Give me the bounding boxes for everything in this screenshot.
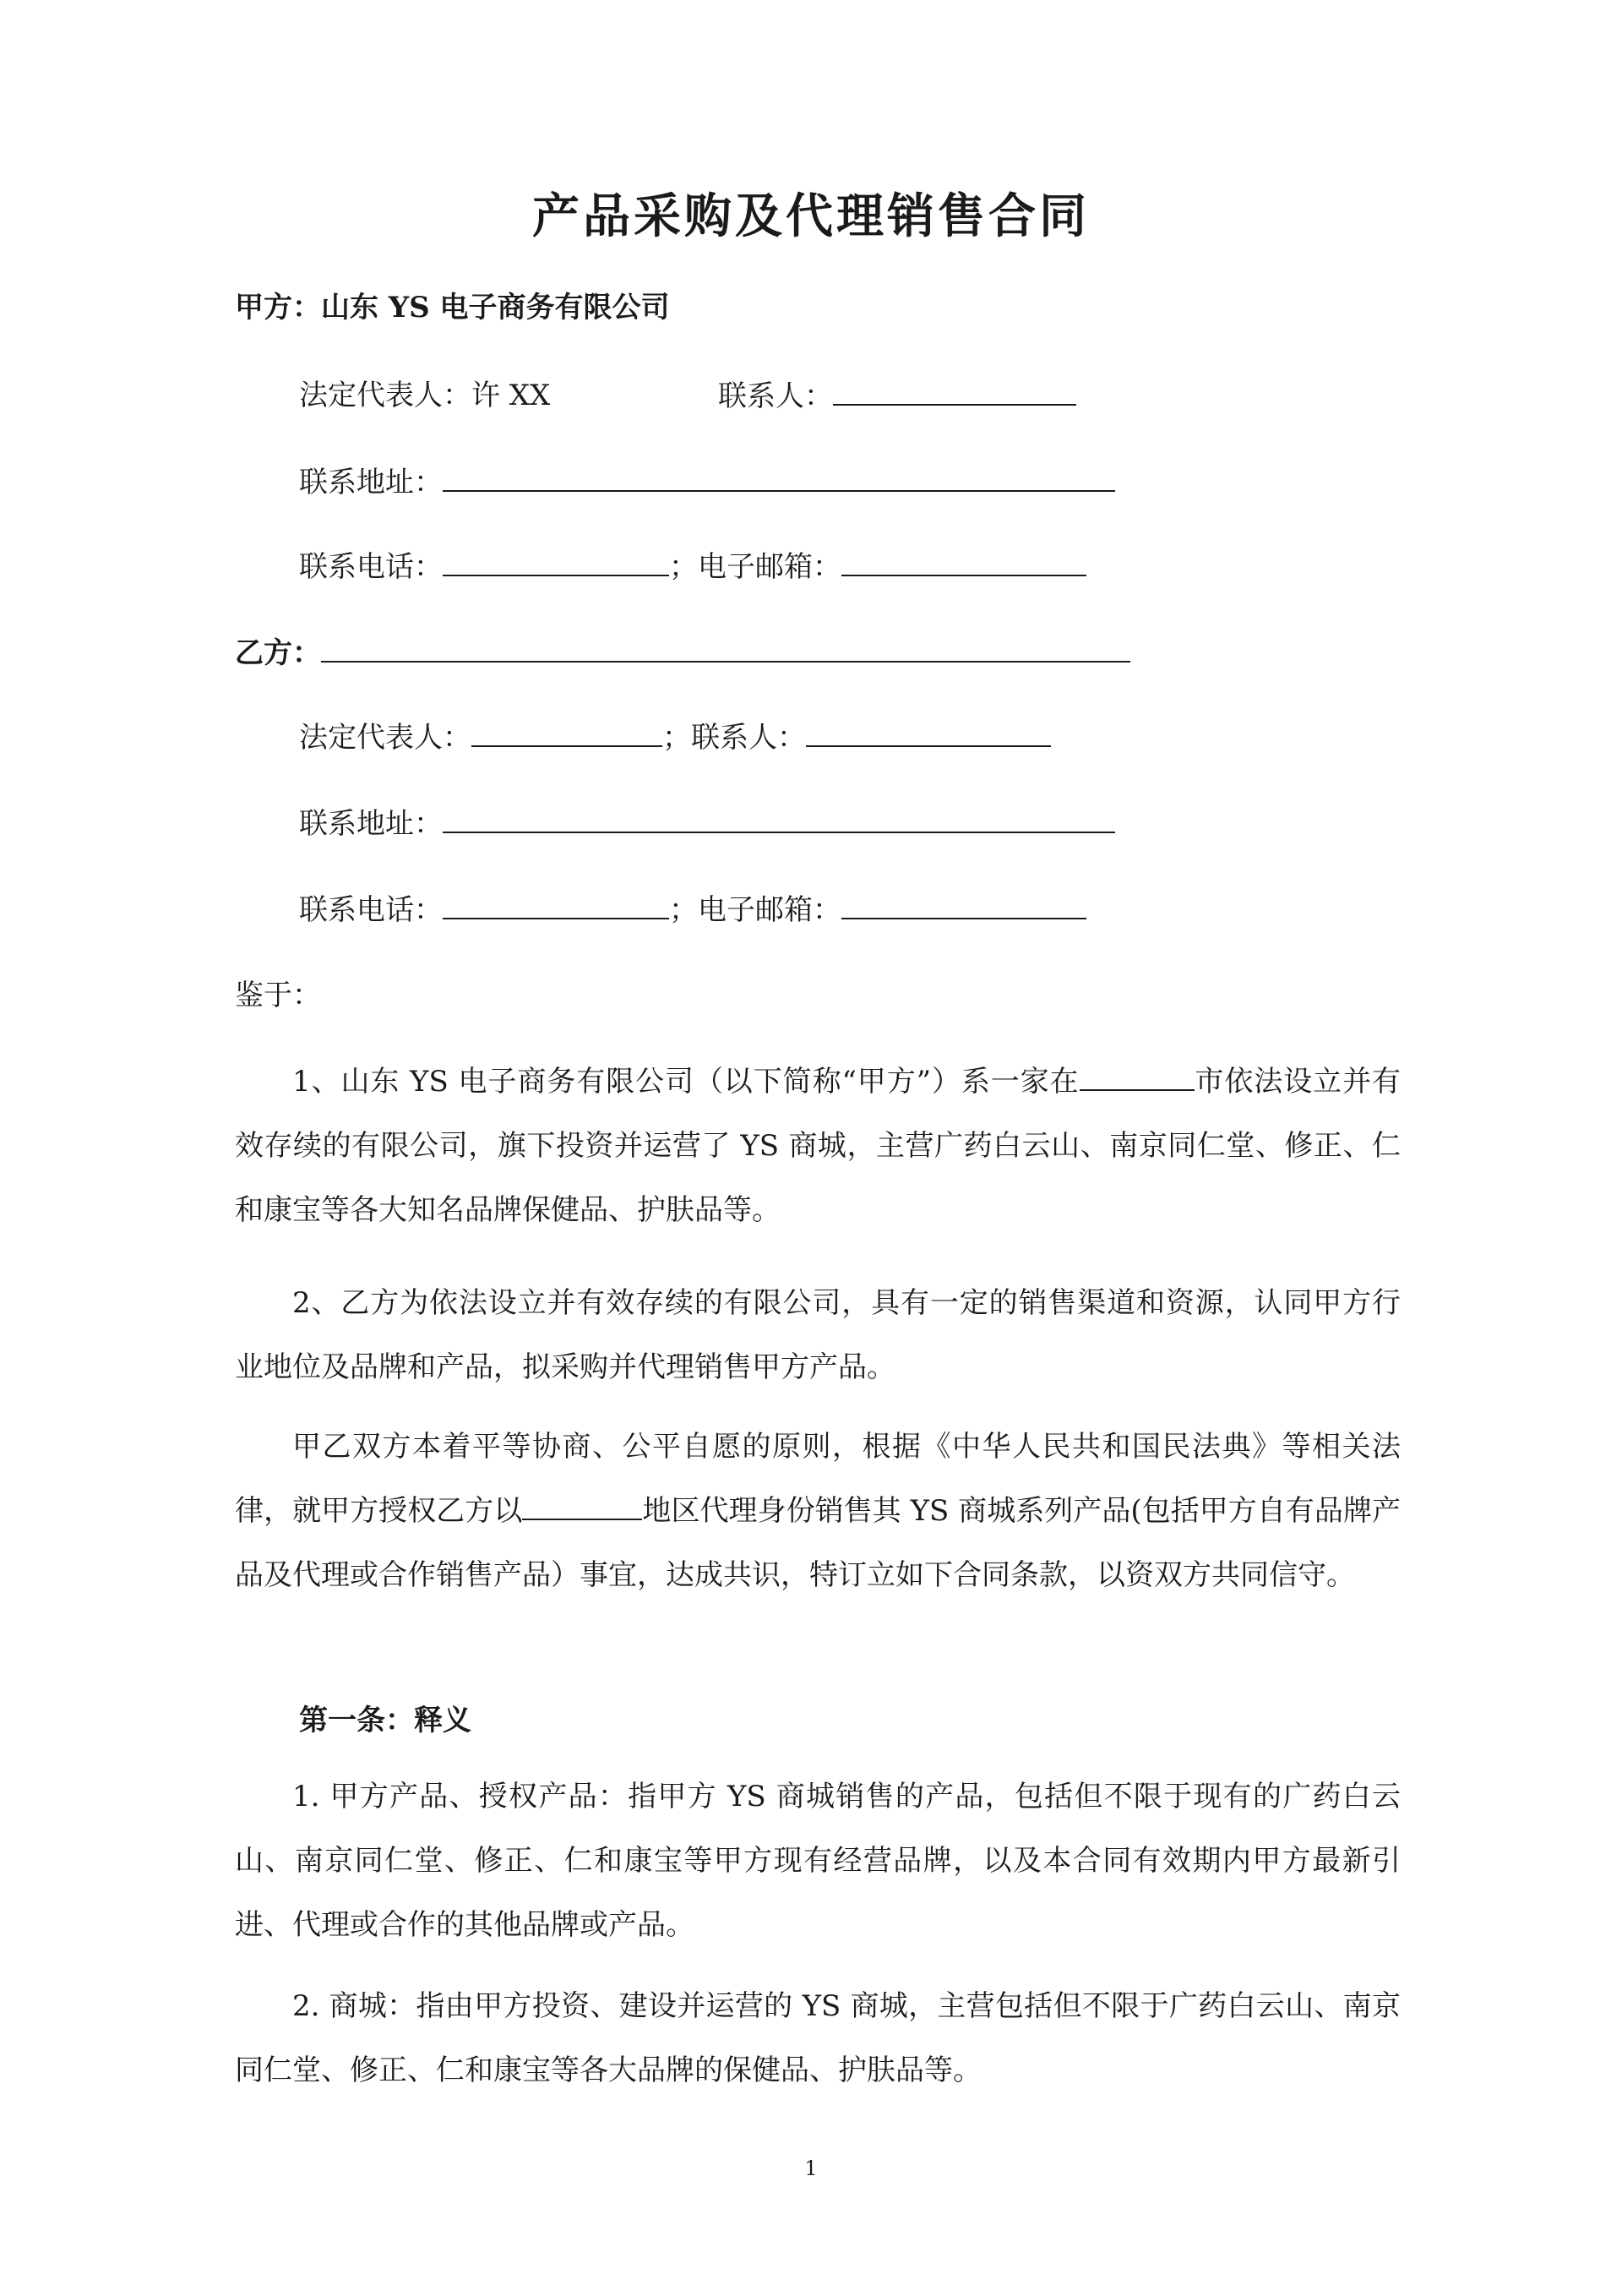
party-a-address bbox=[299, 463, 1115, 501]
party-b-address bbox=[299, 804, 1115, 843]
party-a-phone-blank[interactable] bbox=[443, 548, 669, 576]
article-1-item-1: 1. 甲方产品、授权产品：指甲方 YS 商城销售的产品，包括但不限于现有的广药白云山、南京同仁堂、修正、仁和康宝等甲方现有经营品牌，以及本合同有效期内甲方最新引进、代理或合作的其他品牌或产品。 bbox=[235, 1780, 1401, 1942]
party-a-legal-rep bbox=[299, 377, 550, 414]
party-b-label: 乙方： bbox=[235, 636, 321, 670]
party-b-legal-rep-label: 法定代表人： bbox=[299, 721, 471, 755]
party-a-contact-person-label: 联系人： bbox=[718, 379, 833, 413]
party-a-phone-email bbox=[299, 548, 1086, 586]
agreement-region-blank[interactable] bbox=[522, 1492, 642, 1520]
party-a-address-blank[interactable] bbox=[443, 463, 1115, 492]
party-b-contact-person-label: ；联系人： bbox=[662, 721, 806, 755]
party-b-phone-blank[interactable] bbox=[443, 891, 669, 919]
document-title: 产品采购及代理销售合同 bbox=[532, 188, 1090, 244]
party-b-row bbox=[235, 634, 1130, 672]
recital-2: 2、乙方为依法设立并有效存续的有限公司，具有一定的销售渠道和资源，认同甲方行业地位及品牌和产品，拟采购并代理销售甲方产品。 bbox=[235, 1286, 1401, 1384]
party-b-name-blank[interactable] bbox=[321, 634, 1130, 663]
party-a-label: 甲方：山东 YS 电子商务有限公司 bbox=[235, 291, 670, 324]
party-b-address-label: 联系地址： bbox=[299, 807, 443, 841]
page-number: 1 bbox=[804, 2157, 818, 2180]
article-1-item-2: 2. 商城：指由甲方投资、建设并运营的 YS 商城，主营包括但不限于广药白云山、南京同仁堂、修正、仁和康宝等各大品牌的保健品、护肤品等。 bbox=[235, 1989, 1401, 2087]
recital-1-part-a: 1、山东 YS 电子商务有限公司（以下简称“甲方”）系一家在 bbox=[292, 1065, 1080, 1099]
party-b-legal-rep-contact bbox=[299, 718, 1051, 756]
party-b-contact-person-blank[interactable] bbox=[806, 718, 1051, 747]
recital-1 bbox=[235, 1050, 1401, 1242]
party-b-email-blank[interactable] bbox=[841, 891, 1086, 919]
party-b-legal-rep-blank[interactable] bbox=[471, 718, 662, 747]
party-a-phone-label: 联系电话： bbox=[299, 550, 443, 584]
agreement-part-b: 地区代理身份销售其 YS 商城系列产品(包括甲方自有品牌产品及代理或合作销售产品）事宜，达成共识，特订立如下合同条款，以资双方共同信守。 bbox=[235, 1494, 1401, 1592]
party-b-phone-label: 联系电话： bbox=[299, 893, 443, 927]
party-a-contact-person-blank[interactable] bbox=[833, 377, 1076, 406]
party-a-address-label: 联系地址： bbox=[299, 466, 443, 499]
recital-1-part-b: 市依法设立并有效存续的有限公司，旗下投资并运营了 YS 商城，主营广药白云山、南京同仁堂、修正、仁和康宝等各大知名品牌保健品、护肤品等。 bbox=[235, 1065, 1401, 1227]
party-b-address-blank[interactable] bbox=[443, 804, 1115, 833]
party-a-email-blank[interactable] bbox=[841, 548, 1086, 576]
agreement-paragraph bbox=[235, 1415, 1401, 1607]
recital-1-city-blank[interactable] bbox=[1080, 1062, 1195, 1091]
party-b-phone-email bbox=[299, 891, 1086, 929]
party-a-contact-person bbox=[718, 377, 1076, 415]
agreement-part-a: 甲乙双方本着平等协商、公平自愿的原则，根据《中华人民共和国民法典》等相关法律，就甲方授权乙方以 bbox=[235, 1430, 1401, 1528]
whereas-heading: 鉴于： bbox=[235, 979, 321, 1012]
party-a-legal-rep-text: 法定代表人：许 XX bbox=[299, 379, 551, 412]
article-1-heading: 第一条：释义 bbox=[299, 1704, 471, 1737]
party-b-email-label: ；电子邮箱： bbox=[669, 893, 841, 927]
party-a-email-label: ；电子邮箱： bbox=[669, 550, 841, 584]
